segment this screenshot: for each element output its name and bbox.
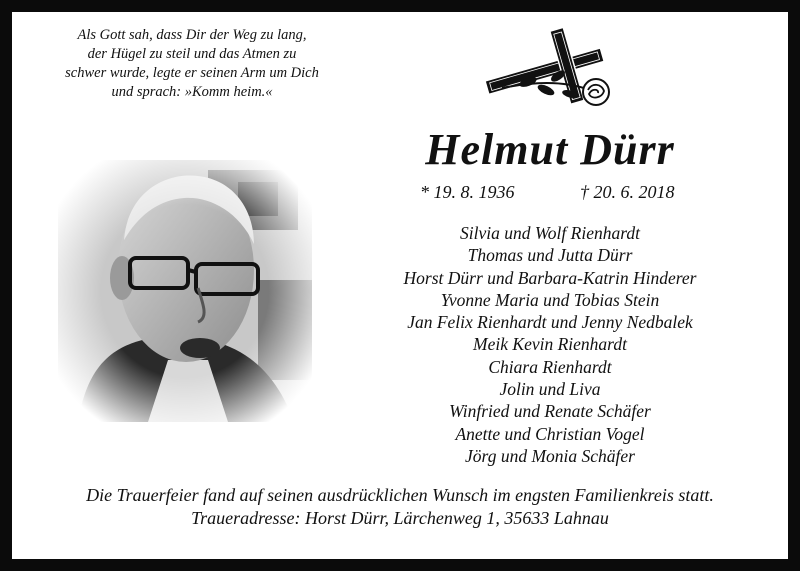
quote-line: Als Gott sah, dass Dir der Weg zu lang, (77, 27, 307, 43)
birth-date: * 19. 8. 1936 (420, 182, 515, 202)
cross-with-rose-icon (462, 28, 642, 112)
quote-line: und sprach: »Komm heim.« (111, 84, 273, 100)
mourner-entry: Chiara Rienhardt (488, 356, 612, 377)
mourner-entry: Winfried und Renate Schäfer (449, 401, 651, 422)
footer-notice (20, 484, 780, 530)
death-date: † 20. 6. 2018 (580, 182, 675, 202)
deceased-name: Helmut Dürr (425, 125, 675, 174)
mourner-entry: Meik Kevin Rienhardt (473, 334, 627, 355)
mourner-entry: Jörg und Monia Schäfer (465, 445, 635, 466)
memorial-quote (22, 26, 362, 102)
mourner-entry: Yvonne Maria und Tobias Stein (440, 289, 660, 310)
mourner-entry: Silvia und Wolf Rienhardt (459, 223, 641, 243)
quote-line: schwer wurde, legte er seinen Arm um Dich (65, 65, 319, 81)
mourner-entry: Anette und Christian Vogel (455, 423, 645, 444)
mourning-address: Traueradresse: Horst Dürr, Lärchenweg 1, 35633 Lahnau (191, 508, 609, 528)
mourner-entry: Thomas und Jutta Dürr (467, 245, 633, 266)
mourners-list (360, 222, 740, 467)
ceremony-note: Die Trauerfeier fand auf seinen ausdrücklichen Wunsch im engsten Familienkreis statt. (86, 485, 714, 505)
mourner-entry: Jolin und Liva (499, 379, 601, 400)
mourner-entry: Jan Felix Rienhardt und Jenny Nedbalek (407, 312, 693, 333)
mourner-entry: Horst Dürr und Barbara-Katrin Hinderer (403, 267, 697, 288)
quote-line: der Hügel zu steil und das Atmen zu (87, 46, 297, 62)
portrait-photo (58, 160, 312, 422)
